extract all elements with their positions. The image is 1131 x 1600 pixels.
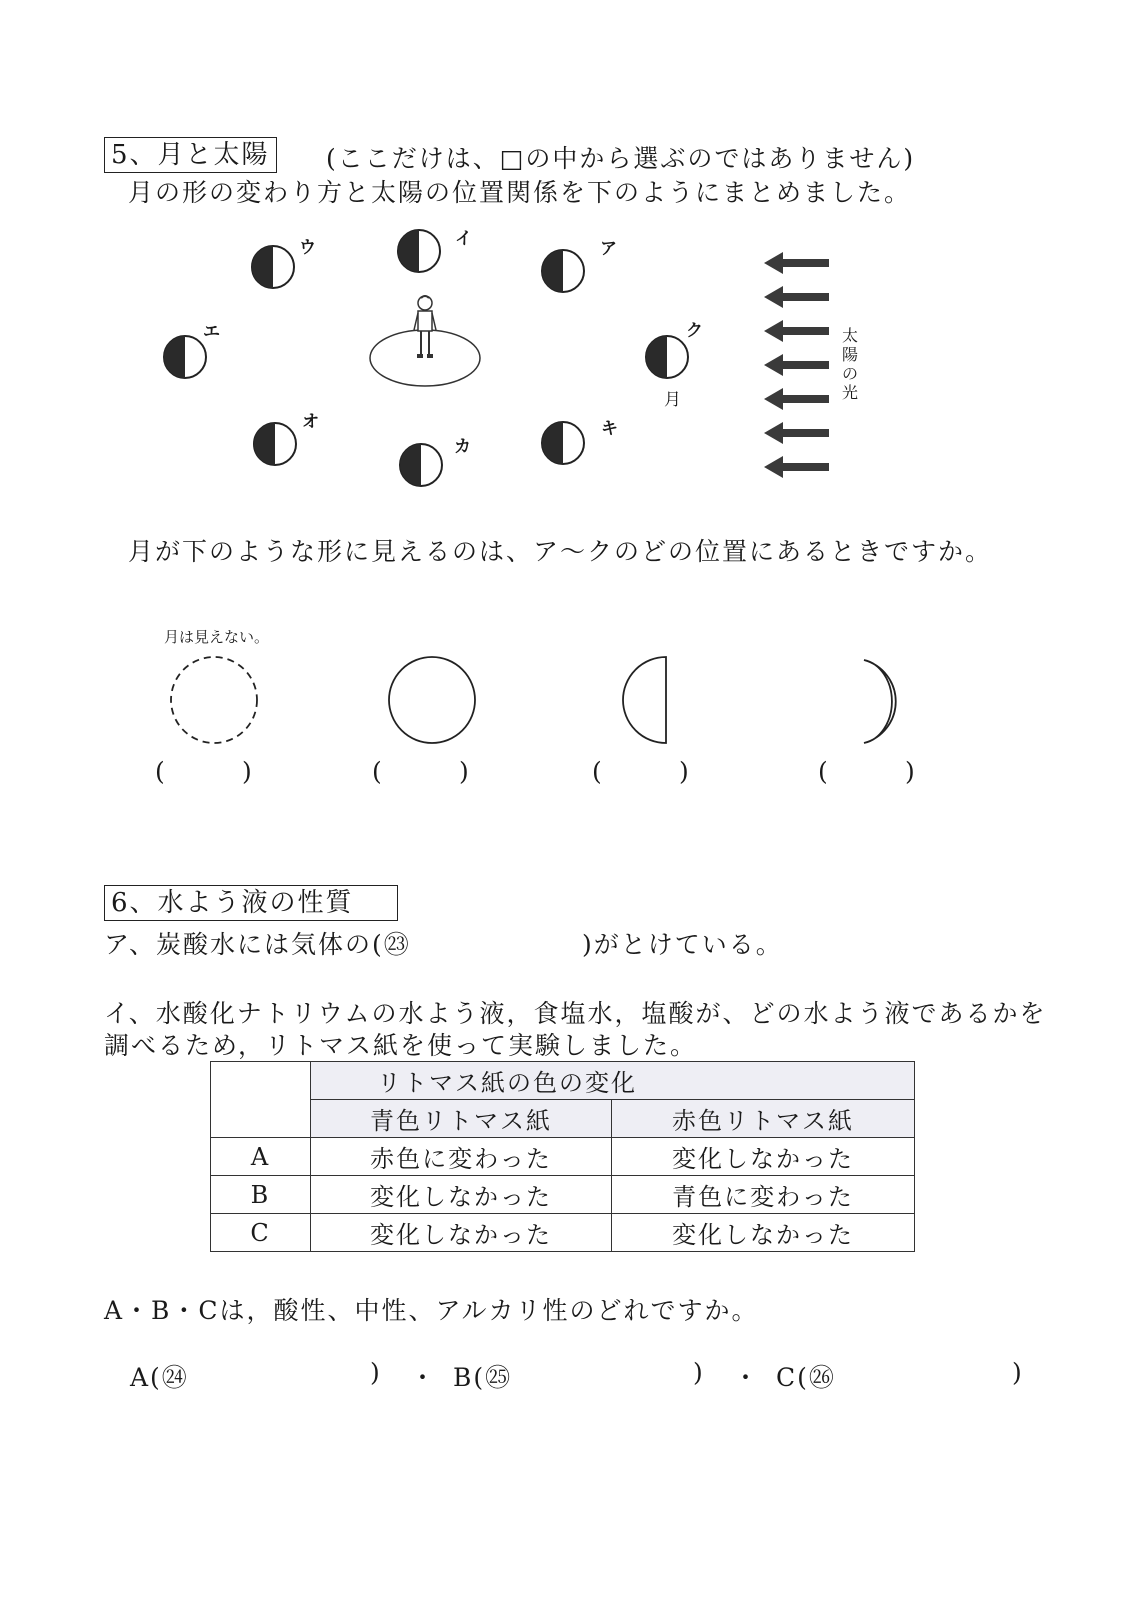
table-col-red: 赤色リトマス紙 <box>612 1100 915 1138</box>
section6-heading: 6、水よう液の性質 <box>104 885 398 921</box>
moon-label-u: ウ <box>299 238 316 258</box>
row-label: A <box>211 1138 311 1176</box>
section6-q-i-line2: 調べるため，リトマス紙を使って実験しました。 <box>104 1031 698 1060</box>
half-moon-icon <box>623 657 666 743</box>
moon-u-icon <box>252 246 294 288</box>
row-label: B <box>211 1176 311 1214</box>
table-row <box>211 1176 915 1214</box>
row-red: 変化しなかった <box>612 1138 915 1176</box>
moon-caption: 月 <box>664 390 681 410</box>
sunlight-label: 太陽の光 <box>842 326 859 402</box>
moon-label-ka: カ <box>454 437 471 457</box>
moon-label-ku: ク <box>686 321 703 341</box>
full-moon-icon <box>389 657 475 743</box>
moon-ku-icon <box>646 336 688 378</box>
section5-question: 月が下のような形に見えるのは、ア～クのどの位置にあるときですか。 <box>128 537 993 566</box>
moon-ki-icon <box>542 422 584 464</box>
moon-a-icon <box>542 250 584 292</box>
row-blue: 変化しなかった <box>311 1214 612 1252</box>
table-group-header: リトマス紙の色の変化 <box>311 1062 915 1100</box>
moon-e-icon <box>164 336 206 378</box>
answer-a-close: ) <box>370 1358 382 1387</box>
moon-o-icon <box>254 423 296 465</box>
answer-1-close: ) <box>242 757 254 786</box>
row-red: 変化しなかった <box>612 1214 915 1252</box>
table-col-blue: 青色リトマス紙 <box>311 1100 612 1138</box>
section6-q-a-suffix: )がとけている。 <box>582 930 783 959</box>
answer-2-close: ) <box>459 757 471 786</box>
answer-dot-2: ・ <box>733 1363 761 1392</box>
answer-c-label: C(㉖ <box>776 1363 836 1392</box>
table-row <box>211 1138 915 1176</box>
answer-b-label: B(㉕ <box>453 1363 513 1392</box>
moon-label-e: エ <box>203 322 220 342</box>
invisible-moon-note: 月は見えない。 <box>164 628 270 646</box>
answer-b-close: ) <box>693 1358 705 1387</box>
section5-intro: 月の形の変わり方と太陽の位置関係を下のようにまとめました。 <box>128 178 912 207</box>
answer-3-open: ( <box>592 757 604 786</box>
new-moon-icon <box>171 657 257 743</box>
table-corner <box>211 1062 311 1138</box>
litmus-table <box>210 1061 915 1252</box>
section6-question: A・B・Cは，酸性、中性、アルカリ性のどれですか。 <box>104 1296 759 1325</box>
section5-heading: 5、月と太陽 <box>104 137 277 173</box>
answer-1-open: ( <box>155 757 167 786</box>
row-label: C <box>211 1214 311 1252</box>
crescent-moon-icon <box>864 660 896 743</box>
section5-note: (ここだけは、□の中から選ぶのではありません) <box>326 144 916 173</box>
answer-a-label: A(㉔ <box>130 1363 189 1392</box>
answer-4-close: ) <box>905 757 917 786</box>
sunlight-arrows-icon <box>764 252 829 478</box>
table-row <box>211 1214 915 1252</box>
earth-observer-icon <box>370 296 480 386</box>
moon-ka-icon <box>400 444 442 486</box>
section6-q-a-prefix: ア、炭酸水には気体の(㉓ <box>104 930 411 959</box>
moon-label-a: ア <box>600 239 617 259</box>
answer-2-open: ( <box>372 757 384 786</box>
moon-label-ki: キ <box>601 419 618 439</box>
section6-q-i-line1: イ、水酸化ナトリウムの水よう液，食塩水，塩酸が、どの水よう液であるかを <box>104 999 1047 1028</box>
row-blue: 赤色に変わった <box>311 1138 612 1176</box>
answer-c-close: ) <box>1012 1358 1024 1387</box>
answer-dot-1: ・ <box>410 1363 438 1392</box>
row-red: 青色に変わった <box>612 1176 915 1214</box>
row-blue: 変化しなかった <box>311 1176 612 1214</box>
answer-4-open: ( <box>818 757 830 786</box>
moon-i-icon <box>398 230 440 272</box>
moon-label-i: イ <box>455 229 472 249</box>
moon-label-o: オ <box>302 412 319 432</box>
answer-3-close: ) <box>679 757 691 786</box>
